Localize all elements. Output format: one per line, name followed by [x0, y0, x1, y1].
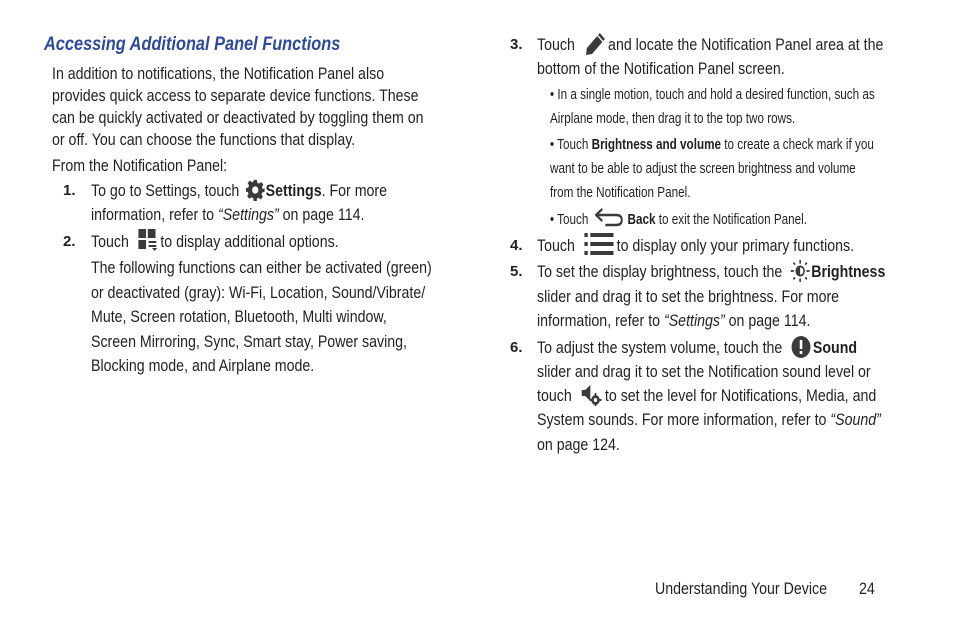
sound-reference-link[interactable]: “Sound” — [830, 411, 881, 429]
intro-line: or off. You can choose the functions that display. — [52, 131, 356, 149]
bullet-item: • Touch Brightness and volume to create a check mark if you want to be able to adjust the screen brightness and volume from the Notification Panel. — [550, 136, 874, 201]
footer-section-name: Understanding Your Device — [655, 580, 827, 598]
step6-line3: touch to set the level for Notifications, Media, and — [537, 384, 931, 408]
intro-line: provides quick access to separate device functions. These — [52, 87, 419, 105]
step-number: 2. — [63, 233, 76, 250]
back-arrow-icon — [595, 207, 625, 227]
sound-alert-icon — [791, 336, 810, 358]
detail-line: The following functions can either be activated (green) — [91, 259, 432, 277]
grid-sort-icon — [138, 229, 157, 251]
step5-line2: slider and drag it to set the brightness. For more — [537, 288, 840, 306]
settings-reference-link[interactable]: “Settings” — [217, 206, 279, 224]
step4-line1: Touch to display only your primary functions. — [537, 234, 906, 259]
step6-line4: System sounds. For more information, refer to “Sound” — [537, 411, 881, 429]
step3-line2: bottom of the Notification Panel screen. — [537, 60, 785, 78]
bullet-item: • In a single motion, touch and hold a desired function, such as Airplane mode, then drag it to the top two rows. — [550, 86, 875, 127]
step2-line1: Touch to display additional options. — [91, 230, 379, 254]
step6-line1: To adjust the system volume, touch the Sound — [537, 336, 909, 360]
volume-settings-icon — [581, 384, 602, 406]
step5-line1: To set the display brightness, touch the Brightness — [537, 260, 942, 284]
from-panel-text: From the Notification Panel: — [52, 157, 228, 175]
settings-reference-link[interactable]: “Settings” — [663, 312, 725, 330]
step-number: 1. — [63, 182, 76, 199]
intro-line: In addition to notifications, the Notification Panel also — [52, 65, 385, 83]
detail-line: Blocking mode, and Airplane mode. — [91, 357, 315, 375]
detail-line: Mute, Screen rotation, Bluetooth, Multi window, — [91, 308, 387, 326]
step-number: 3. — [510, 36, 523, 53]
step-number: 6. — [510, 339, 523, 356]
step6-line2: slider and drag it to set the Notification sound level or — [537, 363, 871, 381]
step5-line3: information, refer to “Settings” on page 114. — [537, 312, 811, 330]
intro-paragraph — [52, 62, 484, 152]
detail-line: Screen Mirroring, Sync, Smart stay, Power saving, — [91, 332, 407, 351]
list-menu-icon — [584, 232, 613, 256]
pencil-edit-icon — [584, 33, 605, 55]
section-heading: Accessing Additional Panel Functions — [44, 34, 341, 55]
step1-line2: information, refer to “Settings” on page 114. — [91, 206, 365, 224]
step1-line1: To go to Settings, touch Settings. For more — [91, 179, 435, 203]
settings-gear-icon — [246, 179, 265, 201]
step2-details — [91, 256, 487, 379]
step-number: 5. — [510, 263, 523, 280]
step6-line5: on page 124. — [537, 436, 620, 454]
detail-line: or deactivated (gray): Wi-Fi, Location, Sound/Vibrate/ — [91, 283, 426, 302]
step-number: 4. — [510, 237, 523, 254]
page-number: 24 — [859, 580, 875, 598]
bullet-item: • Touch Back to exit the Notification Panel. — [550, 208, 880, 232]
step3-line1: Touch and locate the Notification Panel area at the — [537, 33, 940, 57]
intro-line: can be quickly activated or deactivated by toggling them on — [52, 109, 424, 127]
brightness-sun-icon — [791, 260, 810, 282]
